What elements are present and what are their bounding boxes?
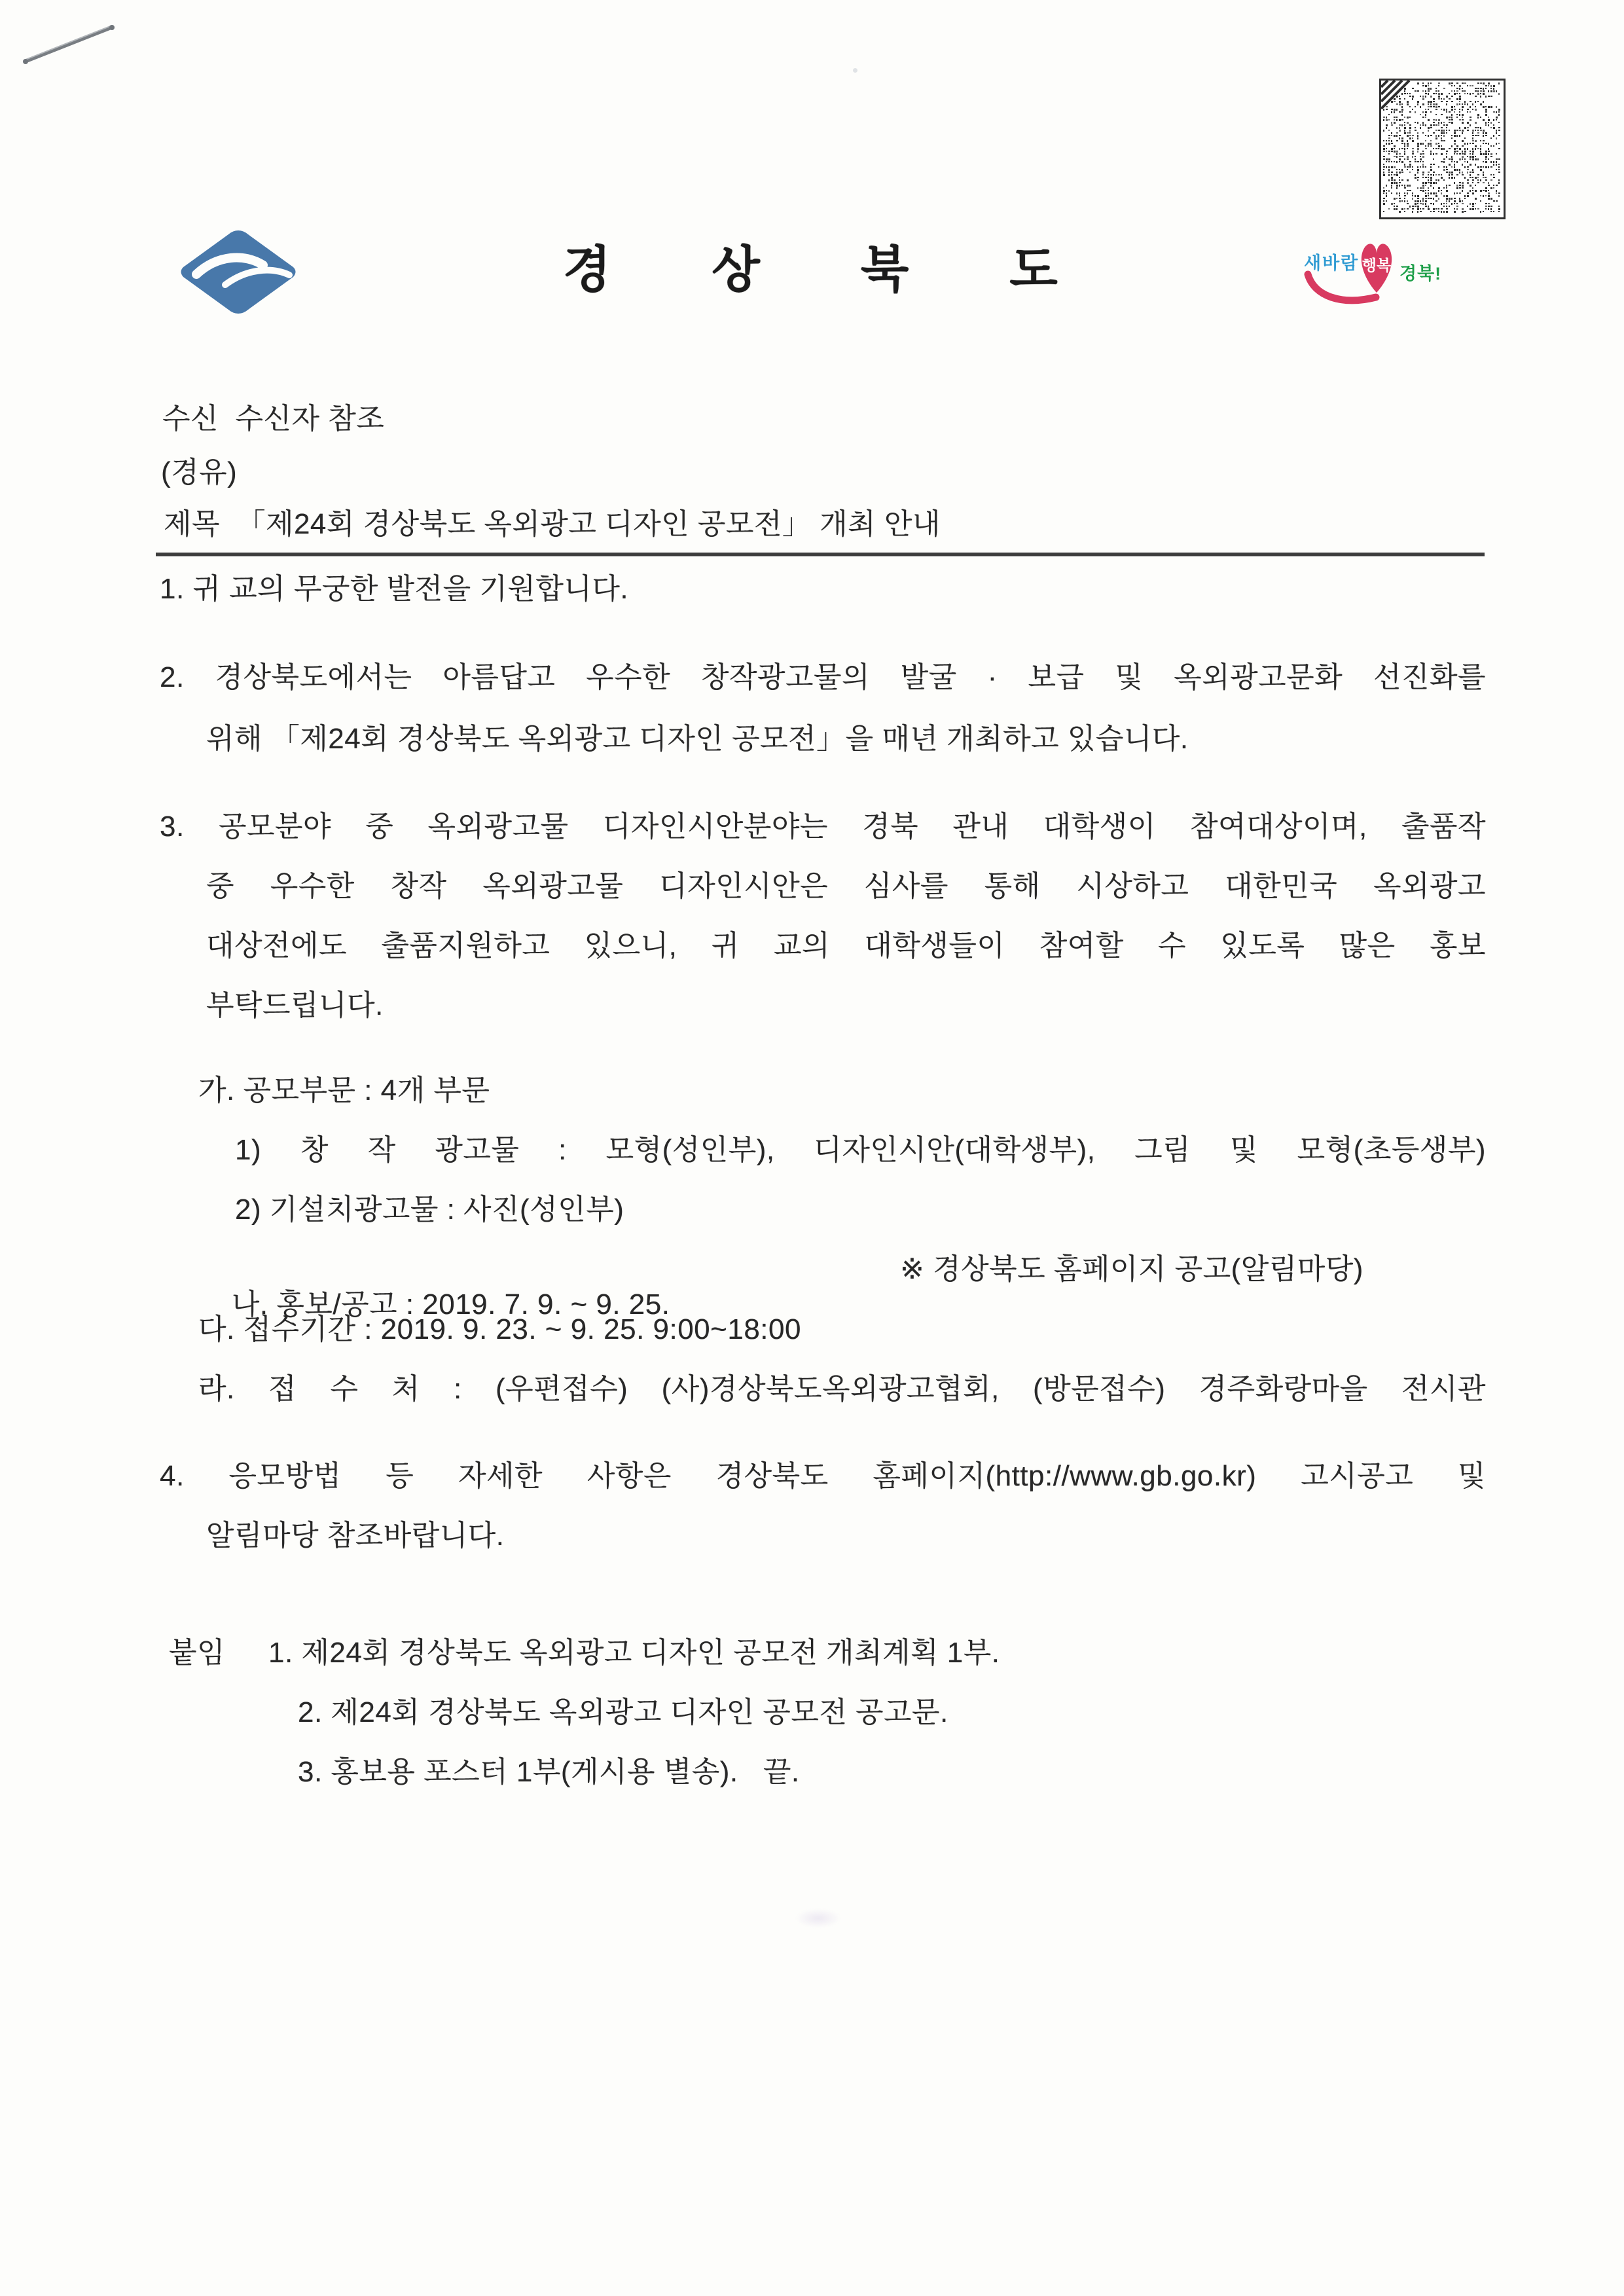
- detail-item-ga-sub-1: 1) 창 작 광고물 : 모형(성인부), 디자인시안(대학생부), 그림 및 모형(초등생부): [235, 1134, 1486, 1166]
- scan-smudge: [795, 1908, 841, 1928]
- via-line: (경유): [161, 456, 238, 488]
- body-paragraph-1: 1. 귀 교의 무궁한 발전을 기원합니다.: [160, 573, 629, 605]
- detail-item-ra: 라. 접 수 처 : (우편접수) (사)경상북도옥외광고협회, (방문접수) 경주화랑마을 전시관: [198, 1373, 1486, 1405]
- attachments-label: 붙임: [169, 1637, 226, 1669]
- detail-item-na-note: ※ 경상북도 홈페이지 공고(알림마당): [900, 1253, 1363, 1285]
- attachment-item-1: 1. 제24회 경상북도 옥외광고 디자인 공모전 개최계획 1부.: [268, 1637, 1000, 1669]
- detail-item-da: 다. 접수기간 : 2019. 9. 23. ~ 9. 25. 9:00~18:00: [198, 1313, 801, 1345]
- subject-divider: [156, 553, 1485, 556]
- staple-mark-icon: [20, 20, 124, 72]
- slogan-word-haengbok: 행복: [1362, 257, 1392, 274]
- body-paragraph-4-line-1: 4. 응모방법 등 자세한 사항은 경상북도 홈페이지(http://www.gb.go.kr) 고시공고 및: [160, 1460, 1486, 1492]
- slogan-logo: [1303, 232, 1443, 314]
- detail-item-ga: 가. 공모부문 : 4개 부문: [198, 1074, 490, 1106]
- slogan-word-saebaram: 새바람: [1304, 253, 1360, 273]
- detail-item-ga-sub-2: 2) 기설치광고물 : 사진(성인부): [235, 1194, 624, 1226]
- gyeongbuk-emblem-icon: [178, 228, 298, 316]
- body-paragraph-3-line-1: 3. 공모분야 중 옥외광고물 디자인시안분야는 경북 관내 대학생이 참여대상이며, 출품작: [160, 811, 1486, 843]
- body-paragraph-2-line-1: 2. 경상북도에서는 아름답고 우수한 창작광고물의 발굴 · 보급 및 옥외광고문화 선진화를: [160, 661, 1486, 693]
- attachment-item-2: 2. 제24회 경상북도 옥외광고 디자인 공모전 공고문.: [298, 1696, 948, 1728]
- detail-item-na: [198, 1252, 1363, 1321]
- document-barcode-icon: [1379, 79, 1506, 219]
- subject-line: 제목 「제24회 경상북도 옥외광고 디자인 공모전」 개최 안내: [164, 508, 941, 540]
- body-paragraph-2-line-2: 위해 「제24회 경상북도 옥외광고 디자인 공모전」을 매년 개최하고 있습니다.: [206, 723, 1189, 755]
- body-paragraph-3-line-3: 대상전에도 출품지원하고 있으니, 귀 교의 대학생들이 참여할 수 있도록 많은 홍보: [206, 930, 1486, 962]
- slogan-swoosh-icon: [1308, 274, 1376, 301]
- attachment-item-3: 3. 홍보용 포스터 1부(게시용 별송). 끝.: [298, 1756, 800, 1788]
- body-paragraph-3-line-2: 중 우수한 창작 옥외광고물 디자인시안은 심사를 통해 시상하고 대한민국 옥외광고: [206, 870, 1486, 902]
- org-title: 경상북도: [563, 242, 1159, 298]
- detail-item-na-left: 나. 홍보/공고 : 2019. 7. 9. ~ 9. 25.: [231, 1288, 670, 1321]
- body-paragraph-4-line-2: 알림마당 참조바랍니다.: [206, 1520, 505, 1552]
- body-paragraph-3-line-4: 부탁드립니다.: [206, 989, 384, 1021]
- scan-speck: [853, 68, 857, 73]
- recipient-line: 수신 수신자 참조: [162, 403, 385, 435]
- slogan-word-gyeongbuk: 경북!: [1399, 264, 1442, 283]
